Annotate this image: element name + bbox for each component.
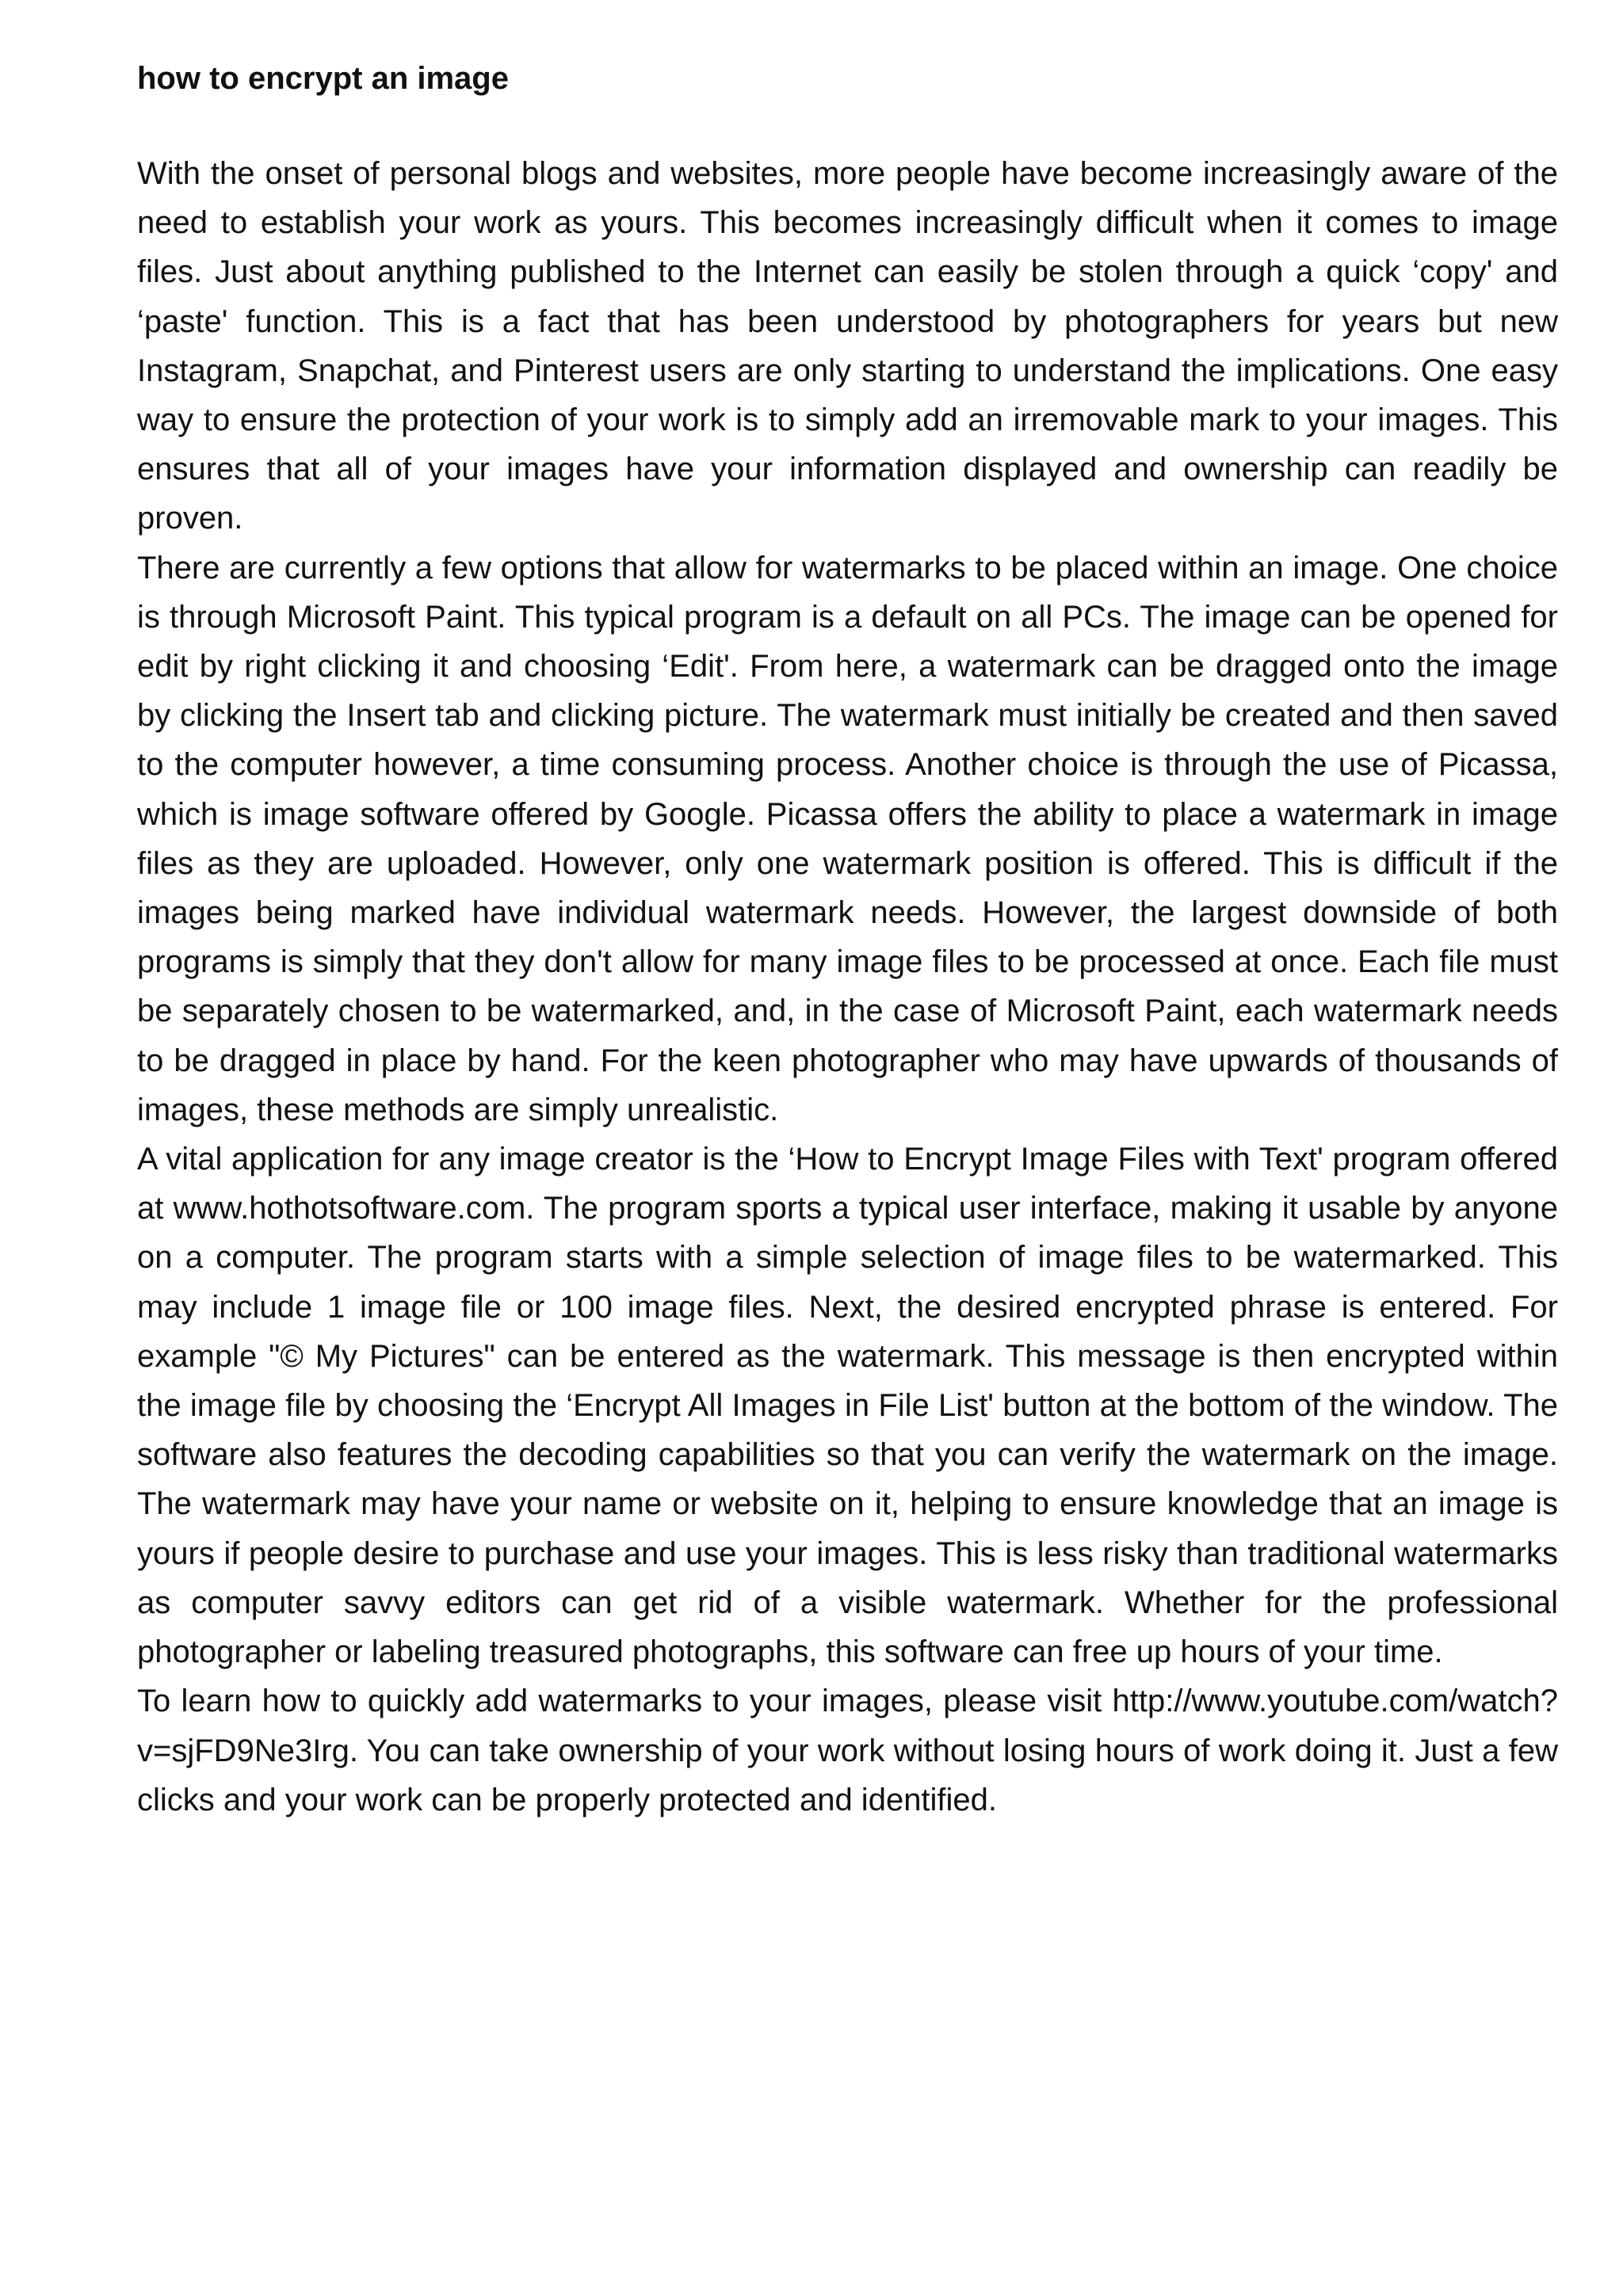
document-body bbox=[137, 57, 1558, 1825]
paragraph-application: A vital application for any image creator is the ‘How to Encrypt Image Files with Text' program offered at www.hothotsoftware.com. The program sports a typical user interface, making it usable by anyone on a computer. The program starts with a simple selection of image files to be watermarked. This may include 1 image file or 100 image files. Next, the desired encrypted phrase is entered. For example "© My Pictures" can be entered as the watermark. This message is then encrypted within the image file by choosing the ‘Encrypt All Images in File List' button at the bottom of the window. The software also features the decoding capabilities so that you can verify the watermark on the image. The watermark may have your name or website on it, helping to ensure knowledge that an image is yours if people desire to purchase and use your images. This is less risky than traditional watermarks as computer savvy editors can get rid of a visible watermark. Whether for the professional photographer or labeling treasured photographs, this software can free up hours of your time. bbox=[137, 1142, 1558, 1670]
paragraph-closing: To learn how to quickly add watermarks to your images, please visit http://www.youtube.com/watch?v=sjFD9Ne3Irg. You can take ownership of your work without losing hours of work doing it. Just a few clicks and your work can be properly protected and identified. bbox=[137, 1684, 1558, 1817]
paragraph-intro: With the onset of personal blogs and websites, more people have become increasingly aware of the need to establish your work as yours. This becomes increasingly difficult when it comes to image files. Just about anything published to the Internet can easily be stolen through a quick ‘copy' and ‘paste' function. This is a fact that has been understood by photographers for years but new Instagram, Snapchat, and Pinterest users are only starting to understand the implications. One easy way to ensure the protection of your work is to simply add an irremovable mark to your images. This ensures that all of your images have your information displayed and ownership can readily be proven. bbox=[137, 156, 1558, 536]
paragraph-options: There are currently a few options that allow for watermarks to be placed within an image. One choice is through Microsoft Paint. This typical program is a default on all PCs. The image can be opened for edit by right clicking it and choosing ‘Edit'. From here, a watermark can be dragged onto the image by clicking the Insert tab and clicking picture. The watermark must initially be created and then saved to the computer however, a time consuming process. Another choice is through the use of Picassa, which is image software offered by Google. Picassa offers the ability to place a watermark in image files as they are uploaded. However, only one watermark position is offered. This is difficult if the images being marked have individual watermark needs. However, the largest downside of both programs is simply that they don't allow for many image files to be processed at once. Each file must be separately chosen to be watermarked, and, in the case of Microsoft Paint, each watermark needs to be dragged in place by hand. For the keen photographer who may have upwards of thousands of images, these methods are simply unrealistic. bbox=[137, 550, 1558, 1127]
document-title: how to encrypt an image bbox=[137, 61, 509, 96]
